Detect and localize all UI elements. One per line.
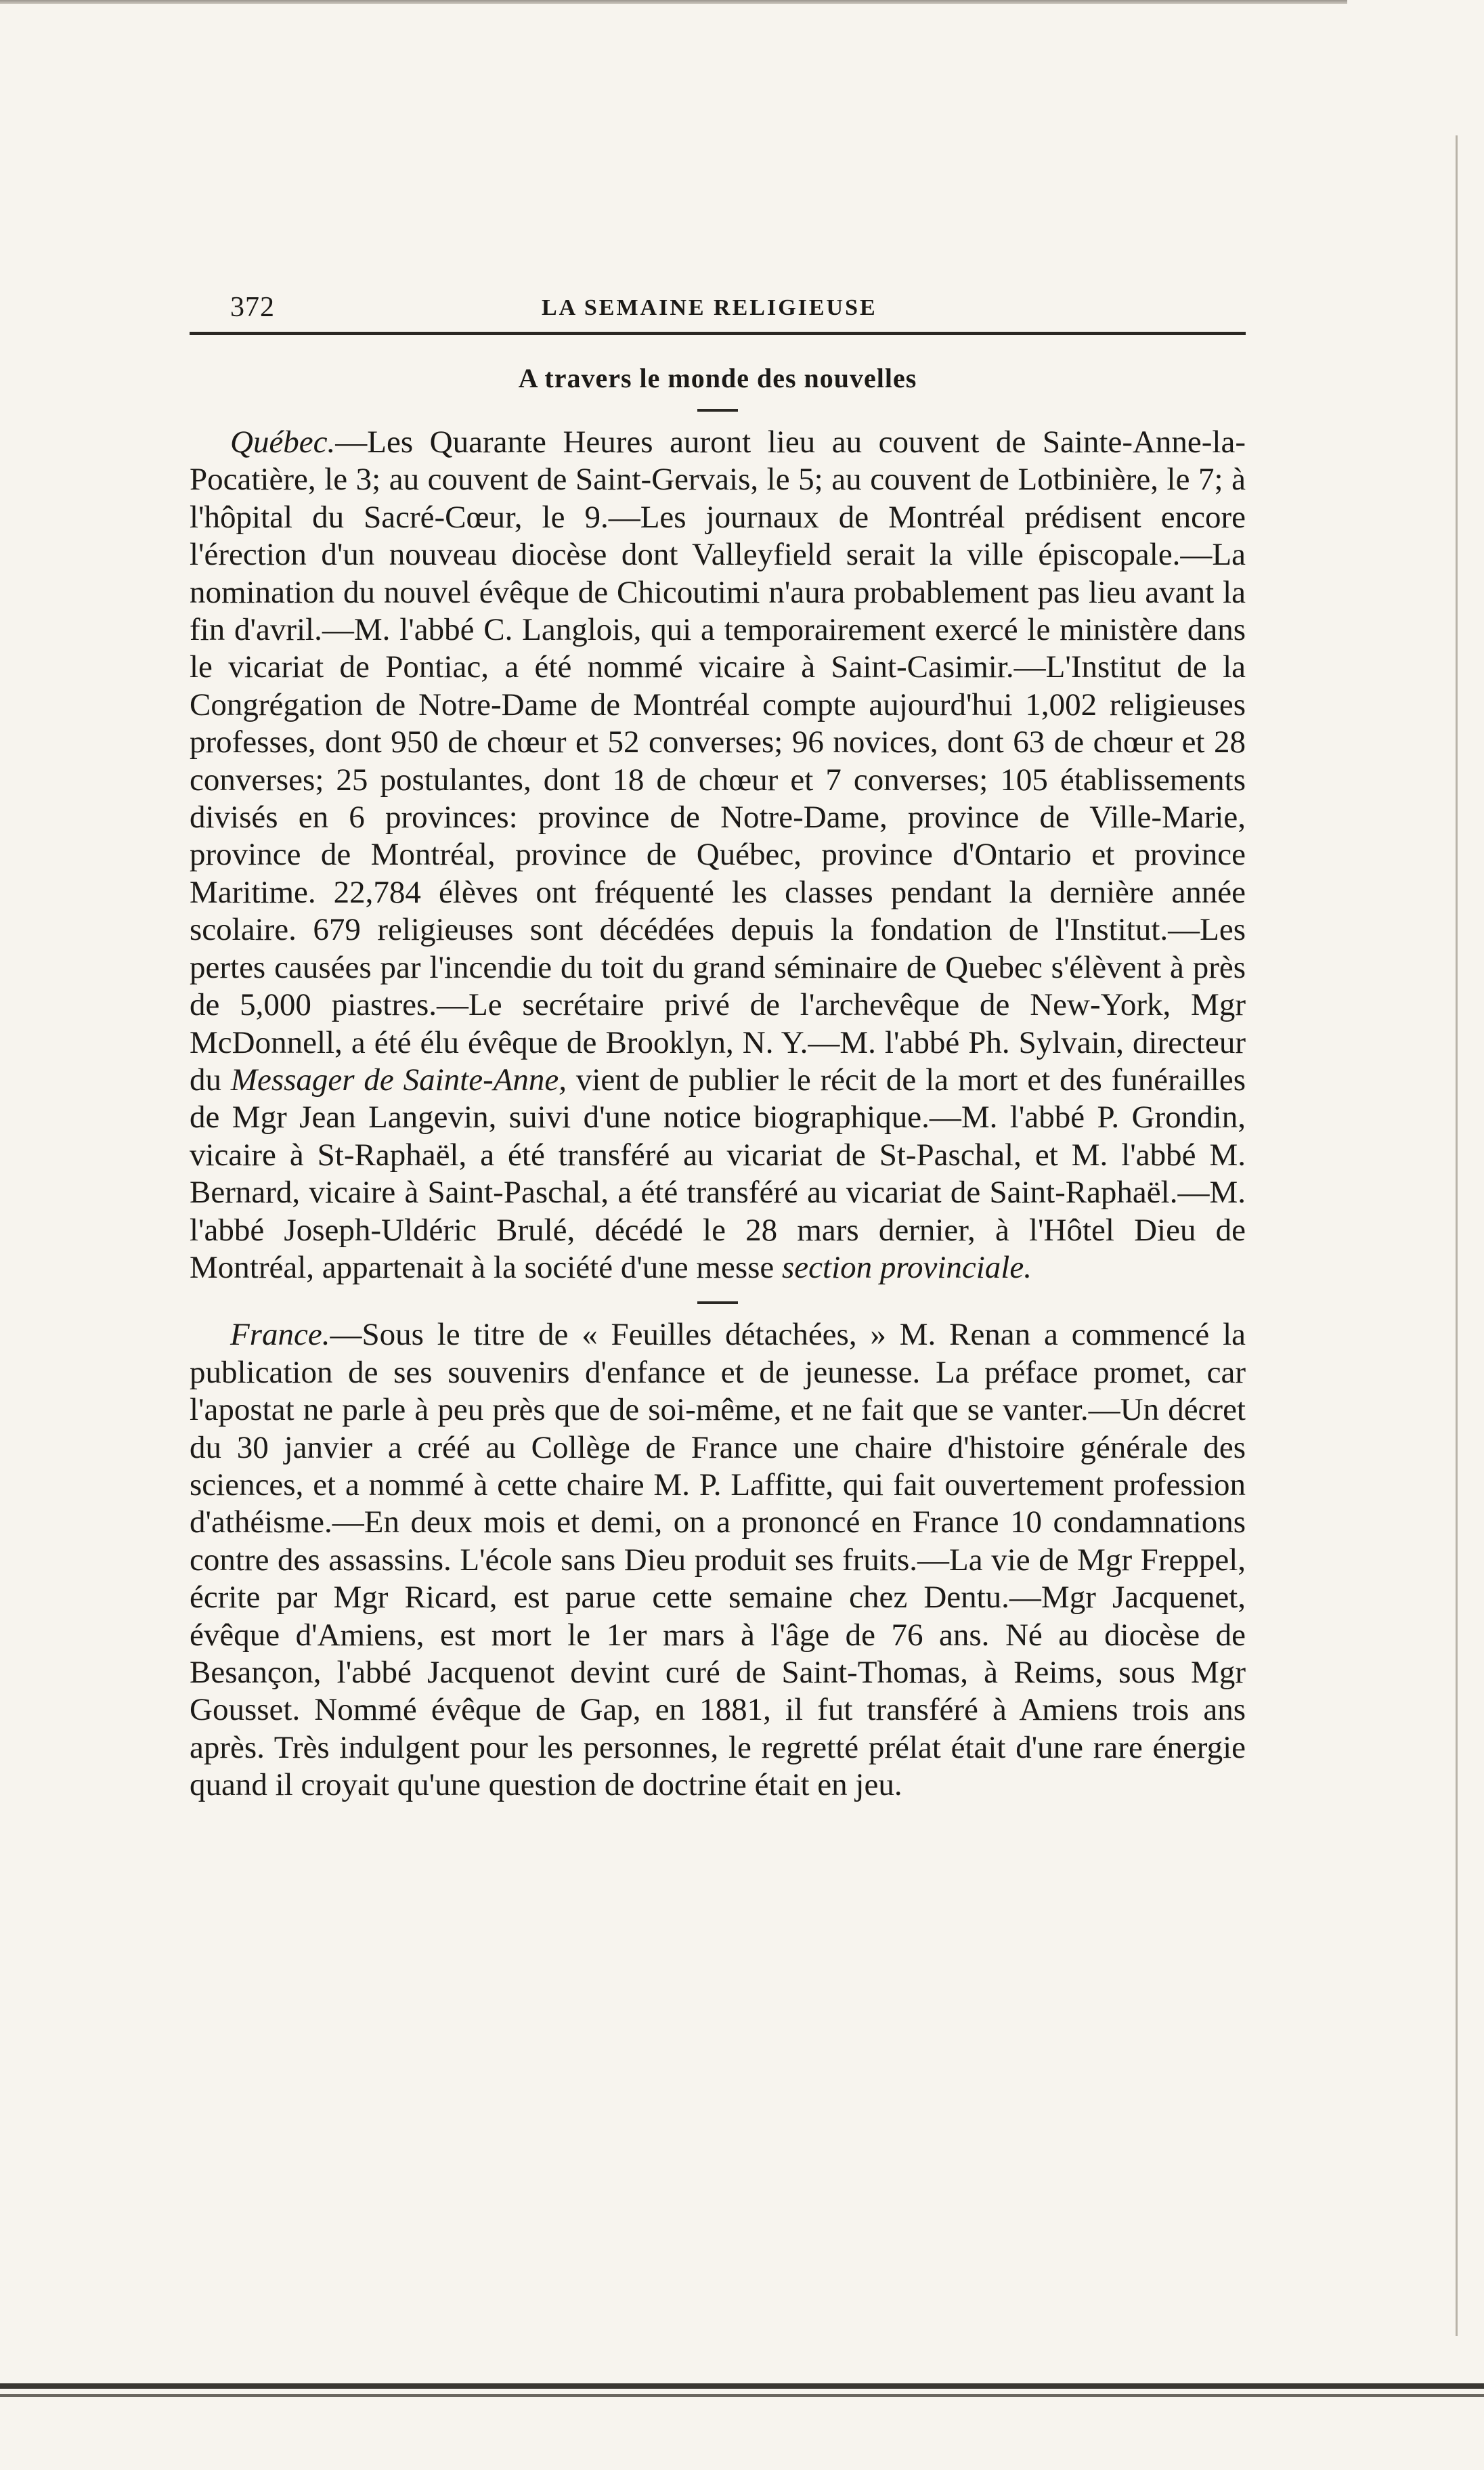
paragraph-italic-term: section provinciale. bbox=[782, 1249, 1032, 1285]
paragraph-divider bbox=[697, 1301, 738, 1304]
journal-title: LA SEMAINE RELIGIEUSE bbox=[542, 295, 877, 320]
news-paragraph-quebec bbox=[190, 424, 1246, 1286]
page-body bbox=[190, 284, 1246, 1804]
paragraph-text: —Sous le titre de « Feuilles détachées, » M. Renan a commencé la publication de ses souvenirs d'enfance et de jeunesse. La préface promet, car l'apostat ne parle à peu près que de soi-même, et ne fait que se vanter.—Un décret du 30 janvier a créé au Collège de France une chaire d'histoire générale des sciences, et a nommé à cette chaire M. P. Laffitte, qui fait ouvertement profession d'athéisme.—En deux mois et demi, on a prononcé en France 10 condamnations contre des assassins. L'école sans Dieu produit ses fruits.—La vie de Mgr Freppel, écrite par Mgr Ricard, est parue cette semaine chez Dentu.—Mgr Jacquenet, évêque d'Amiens, est mort le 1er mars à l'âge de 76 ans. Né au diocèse de Besançon, l'abbé Jacquenot devint curé de Saint-Thomas, à Reims, sous Mgr Gousset. Nommé évêque de Gap, en 1881, il fut transféré à Amiens trois ans après. Très indulgent pour les personnes, le regretté prélat était d'une rare énergie quand il croyait qu'une question de doctrine était en jeu. bbox=[190, 1317, 1246, 1803]
bottom-edge-rule bbox=[0, 2383, 1484, 2389]
paragraph-italic-title: Messager de Sainte-Anne, bbox=[230, 1062, 567, 1098]
paragraph-lead: France. bbox=[230, 1317, 330, 1353]
paragraph-text: —Les Quarante Heures auront lieu au couvent de Sainte-Anne-la-Pocatière, le 3; au couvent de Saint-Gervais, le 5; au couvent de Lotbinière, le 7; à l'hôpital du Sacré-Cœur, le 9.—Les journaux de Montréal prédisent encore l'érection d'un nouveau diocèse dont Valleyfield serait la ville épiscopale.—La nomination du nouvel évêque de Chicoutimi n'aura probablement pas lieu avant la fin d'avril.—M. l'abbé C. Langlois, qui a temporairement exercé le ministère dans le vicariat de Pontiac, a été nommé vicaire à Saint-Casimir.—L'Institut de la Congrégation de Notre-Dame de Montréal compte aujourd'hui 1,002 religieuses professes, dont 950 de chœur et 52 converses; 96 novices, dont 63 de chœur et 28 converses; 25 postulantes, dont 18 de chœur et 7 converses; 105 établissements divisés en 6 provinces: province de Notre-Dame, province de Ville-Marie, province de Montréal, province de Québec, province d'Ontario et province Maritime. 22,784 élèves ont fréquenté les classes pendant la dernière année scolaire. 679 religieuses sont décédées depuis la fondation de l'Institut.—Les pertes causées par l'incendie du toit du grand séminaire de Quebec s'élèvent à près de 5,000 piastres.—Le secrétaire privé de l'archevêque de New-York, Mgr McDonnell, a été élu évêque de Brooklyn, N. Y.—M. l'abbé Ph. Sylvain, directeur du bbox=[190, 425, 1246, 1098]
page-number: 372 bbox=[230, 292, 275, 323]
section-divider bbox=[697, 409, 738, 412]
paragraph-text: vient de publier le récit de la mort et des funérailles de Mgr Jean Langevin, suivi d'une notice biographique.—M. l'abbé P. Grondin, vicaire à St-Raphaël, a été transféré au vicariat de St-Paschal, et M. l'abbé M. Bernard, vicaire à Saint-Paschal, a été transféré au vicariat de Saint-Raphaël.—M. l'abbé Joseph-Uldéric Brulé, décédé le 28 mars dernier, à l'Hôtel Dieu de Montréal, appartenait à la société d'une messe bbox=[190, 1062, 1246, 1285]
running-head bbox=[190, 284, 1246, 335]
paragraph-lead: Québec. bbox=[230, 425, 336, 460]
top-edge-rule bbox=[0, 0, 1347, 4]
section-title: A travers le monde des nouvelles bbox=[518, 363, 917, 393]
binding-edge bbox=[1456, 135, 1458, 2336]
bottom-edge-rule-thin bbox=[0, 2394, 1484, 2397]
news-paragraph-france bbox=[190, 1316, 1246, 1804]
